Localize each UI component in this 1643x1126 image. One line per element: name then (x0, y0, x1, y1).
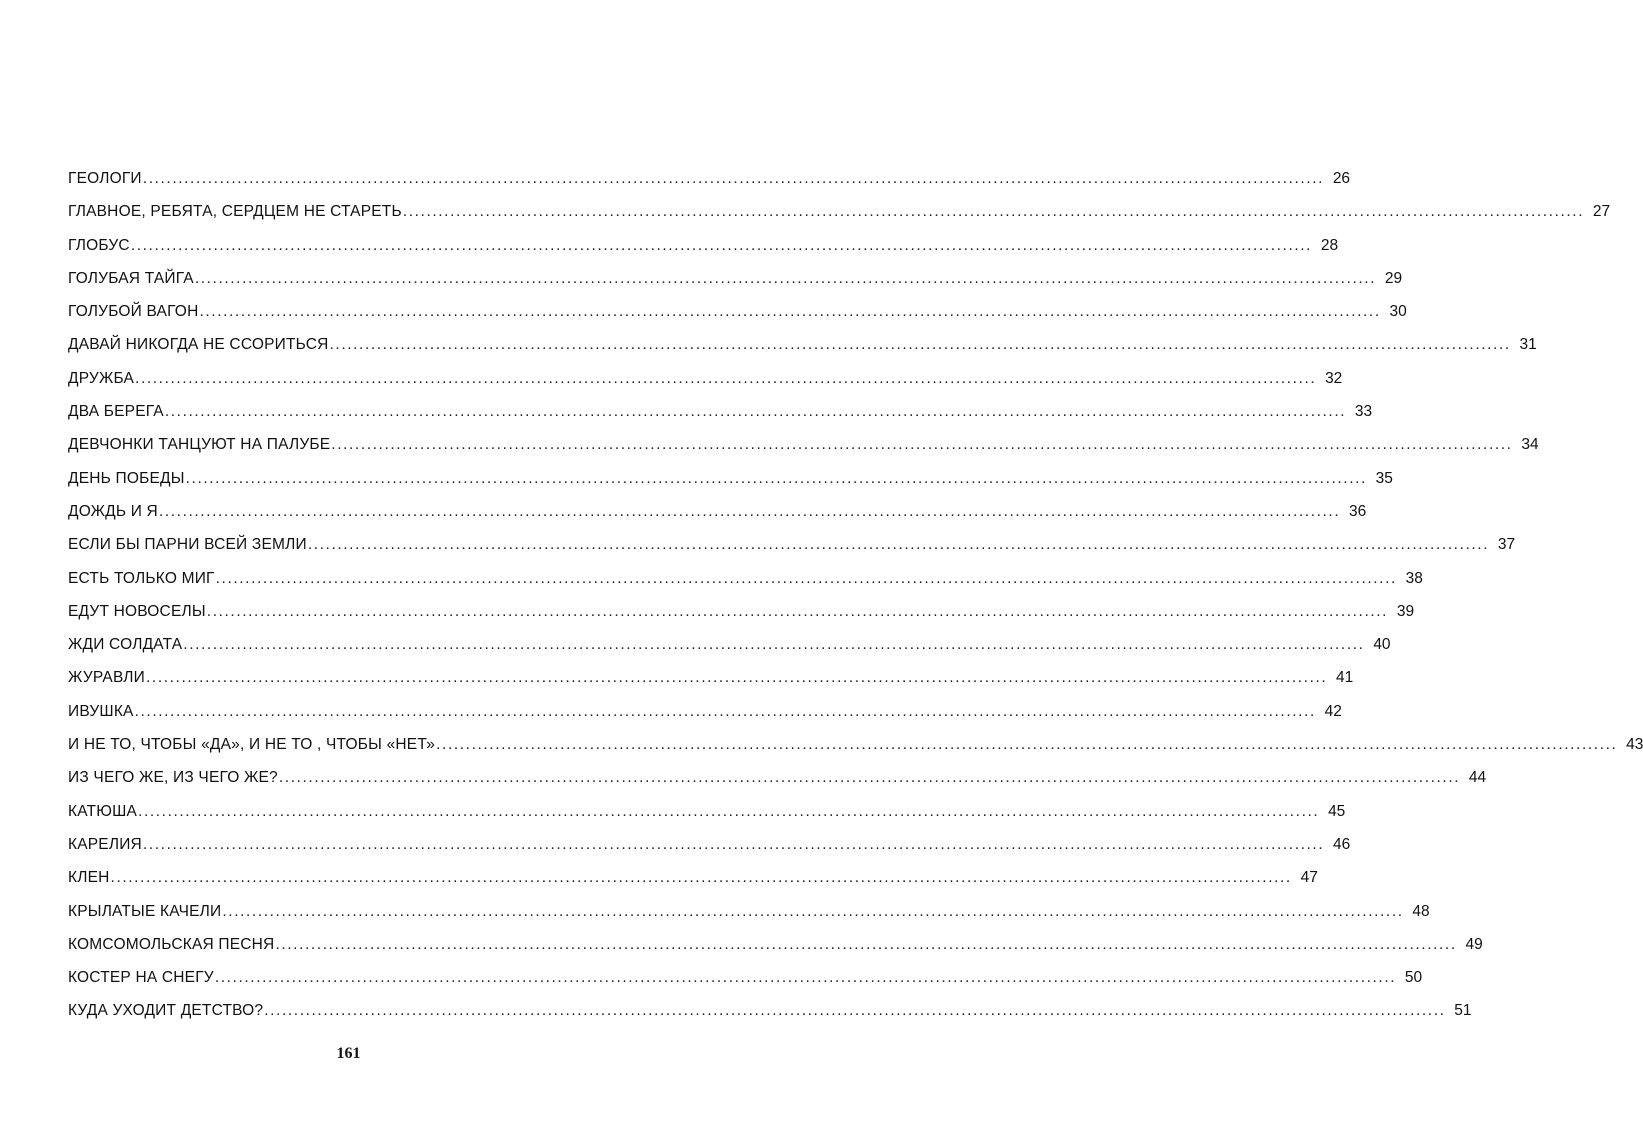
toc-entry-page: 39 (1396, 602, 1415, 620)
toc-entry (68, 769, 1487, 802)
toc-entry (68, 636, 1391, 669)
dot-leader: ........................................................................................................................................................................................................ (215, 569, 1397, 587)
toc-entry-page: 26 (1332, 170, 1351, 187)
toc-entry (68, 802, 1346, 836)
toc-entry-title: КОМСОМОЛЬСКАЯ ПЕСНЯ (68, 935, 275, 953)
dot-leader: ........................................................................................................................................................................................................ (158, 502, 1341, 520)
dot-leader: ........................................................................................................................................................................................................ (142, 835, 1325, 853)
dot-leader: ........................................................................................................................................................................................................ (402, 203, 1585, 221)
toc-entry-page: 45 (1328, 802, 1346, 820)
toc-entry-title: ГОЛУБАЯ ТАЙГА (68, 269, 194, 287)
dot-leader: ........................................................................................................................................................................................................ (164, 403, 1347, 421)
toc-entry-page: 33 (1354, 403, 1373, 421)
toc-entry-title: ГЛАВНОЕ, РЕБЯТА, СЕРДЦЕМ НЕ СТАРЕТЬ (68, 203, 402, 221)
toc-entry-title: ГЕОЛОГИ (68, 170, 142, 187)
dot-leader: ........................................................................................................................................................................................................ (185, 469, 1367, 487)
toc-entry-page: 31 (1519, 336, 1537, 354)
toc-entry (68, 269, 1403, 303)
dot-leader: ........................................................................................................................................................................................................ (194, 269, 1377, 287)
toc-entry-title: КЛЕН (68, 869, 110, 887)
toc-entry-page: 36 (1348, 502, 1367, 520)
dot-leader: ........................................................................................................................................................................................................ (307, 536, 1490, 554)
toc-entry (68, 436, 1539, 469)
dot-leader: ........................................................................................................................................................................................................ (329, 336, 1511, 354)
toc-entry-title: КАТЮША (68, 802, 138, 820)
toc-entry-title: ГЛОБУС (68, 236, 130, 254)
toc-entry (68, 170, 1351, 203)
toc-entry-title: КАРЕЛИЯ (68, 835, 142, 853)
toc-entry-page: 43 (1626, 736, 1643, 754)
dot-leader: ........................................................................................................................................................................................................ (222, 902, 1404, 920)
toc-entry-page: 47 (1300, 869, 1318, 887)
toc-entry-title: КРЫЛАТЫЕ КАЧЕЛИ (68, 902, 222, 920)
toc-entry-title: КОСТЕР НА СНЕГУ (68, 969, 214, 987)
toc-entry-page: 42 (1324, 702, 1342, 720)
toc-entry-page: 32 (1325, 369, 1343, 387)
toc-entry-title: ДВА БЕРЕГА (68, 403, 164, 421)
dot-leader: ........................................................................................................................................................................................................ (146, 669, 1328, 687)
toc-entry-title: ИВУШКА (68, 702, 134, 720)
toc-entry (68, 902, 1430, 936)
toc-entry-page: 51 (1454, 1002, 1472, 1020)
dot-leader: ........................................................................................................................................................................................................ (183, 636, 1365, 654)
toc-entry (68, 869, 1318, 902)
toc-entry (68, 403, 1373, 436)
dot-leader: ........................................................................................................................................................................................................ (142, 170, 1325, 187)
toc-entry (68, 502, 1367, 536)
toc-entry (68, 669, 1354, 702)
dot-leader: ........................................................................................................................................................................................................ (199, 303, 1381, 321)
page-number: 161 (336, 1045, 361, 1062)
toc-entry (68, 702, 1342, 736)
toc-entry-title: ЕДУТ НОВОСЕЛЫ (68, 602, 206, 620)
dot-leader: ........................................................................................................................................................................................................ (214, 969, 1397, 987)
toc-entry-page: 30 (1389, 303, 1407, 321)
toc-entry-title: ЕСТЬ ТОЛЬКО МИГ (68, 569, 215, 587)
toc-entry-title: ДРУЖБА (68, 369, 135, 387)
toc-entry-title: ДОЖДЬ И Я (68, 502, 158, 520)
toc-entry (68, 1002, 1472, 1035)
dot-leader: ........................................................................................................................................................................................................ (206, 602, 1389, 620)
toc-entry-title: ЖДИ СОЛДАТА (68, 636, 183, 654)
toc-entry-page: 28 (1320, 236, 1339, 254)
dot-leader: ........................................................................................................................................................................................................ (331, 436, 1513, 454)
toc-entry-page: 37 (1497, 536, 1516, 554)
toc-entry (68, 336, 1537, 369)
toc-entry-title: ДАВАЙ НИКОГДА НЕ ССОРИТЬСЯ (68, 336, 329, 354)
toc-entry-page: 46 (1332, 835, 1351, 853)
toc-entry-page: 49 (1465, 935, 1483, 953)
dot-leader: ........................................................................................................................................................................................................ (275, 935, 1457, 953)
toc-entry (68, 935, 1483, 969)
toc-entry-title: ГОЛУБОЙ ВАГОН (68, 303, 199, 321)
toc-entry (68, 969, 1423, 1002)
toc-entry-page: 27 (1592, 203, 1611, 221)
toc-entry (68, 203, 1611, 236)
toc-entry-page: 44 (1468, 769, 1487, 787)
toc-entry (68, 602, 1415, 636)
toc-entry-page: 48 (1412, 902, 1430, 920)
toc-entry (68, 569, 1423, 603)
dot-leader: ........................................................................................................................................................................................................ (436, 736, 1618, 754)
toc-entry-page: 35 (1375, 469, 1393, 487)
toc-entry (68, 369, 1343, 403)
dot-leader: ........................................................................................................................................................................................................ (135, 369, 1317, 387)
toc-entry-title: ДЕВЧОНКИ ТАНЦУЮТ НА ПАЛУБЕ (68, 436, 331, 454)
toc-entry (68, 303, 1407, 336)
table-of-contents (68, 170, 1643, 1036)
toc-entry (68, 835, 1351, 869)
toc-entry-title: И НЕ ТО, ЧТОБЫ «ДА», И НЕ ТО , ЧТОБЫ «НЕТ» (68, 736, 436, 754)
toc-entry-title: КУДА УХОДИТ ДЕТСТВО? (68, 1002, 264, 1020)
toc-entry-page: 40 (1373, 636, 1391, 654)
toc-entry-title: ДЕНЬ ПОБЕДЫ (68, 469, 185, 487)
toc-entry-page: 34 (1521, 436, 1539, 454)
toc-entry-title: ИЗ ЧЕГО ЖЕ, ИЗ ЧЕГО ЖЕ? (68, 769, 278, 787)
toc-entry-title: ЕСЛИ БЫ ПАРНИ ВСЕЙ ЗЕМЛИ (68, 536, 307, 554)
dot-leader: ........................................................................................................................................................................................................ (110, 869, 1292, 887)
toc-entry-page: 38 (1405, 569, 1423, 587)
toc-entry (68, 536, 1516, 569)
toc-entry-title: ЖУРАВЛИ (68, 669, 146, 687)
toc-entry (68, 736, 1643, 769)
toc-entry (68, 236, 1339, 270)
dot-leader: ........................................................................................................................................................................................................ (130, 236, 1313, 254)
toc-entry-page: 41 (1336, 669, 1354, 687)
toc-entry-page: 29 (1384, 269, 1403, 287)
dot-leader: ........................................................................................................................................................................................................ (264, 1002, 1446, 1020)
dot-leader: ........................................................................................................................................................................................................ (278, 769, 1461, 787)
dot-leader: ........................................................................................................................................................................................................ (138, 802, 1320, 820)
dot-leader: ........................................................................................................................................................................................................ (134, 702, 1316, 720)
toc-entry (68, 469, 1393, 503)
toc-entry-page: 50 (1404, 969, 1423, 987)
